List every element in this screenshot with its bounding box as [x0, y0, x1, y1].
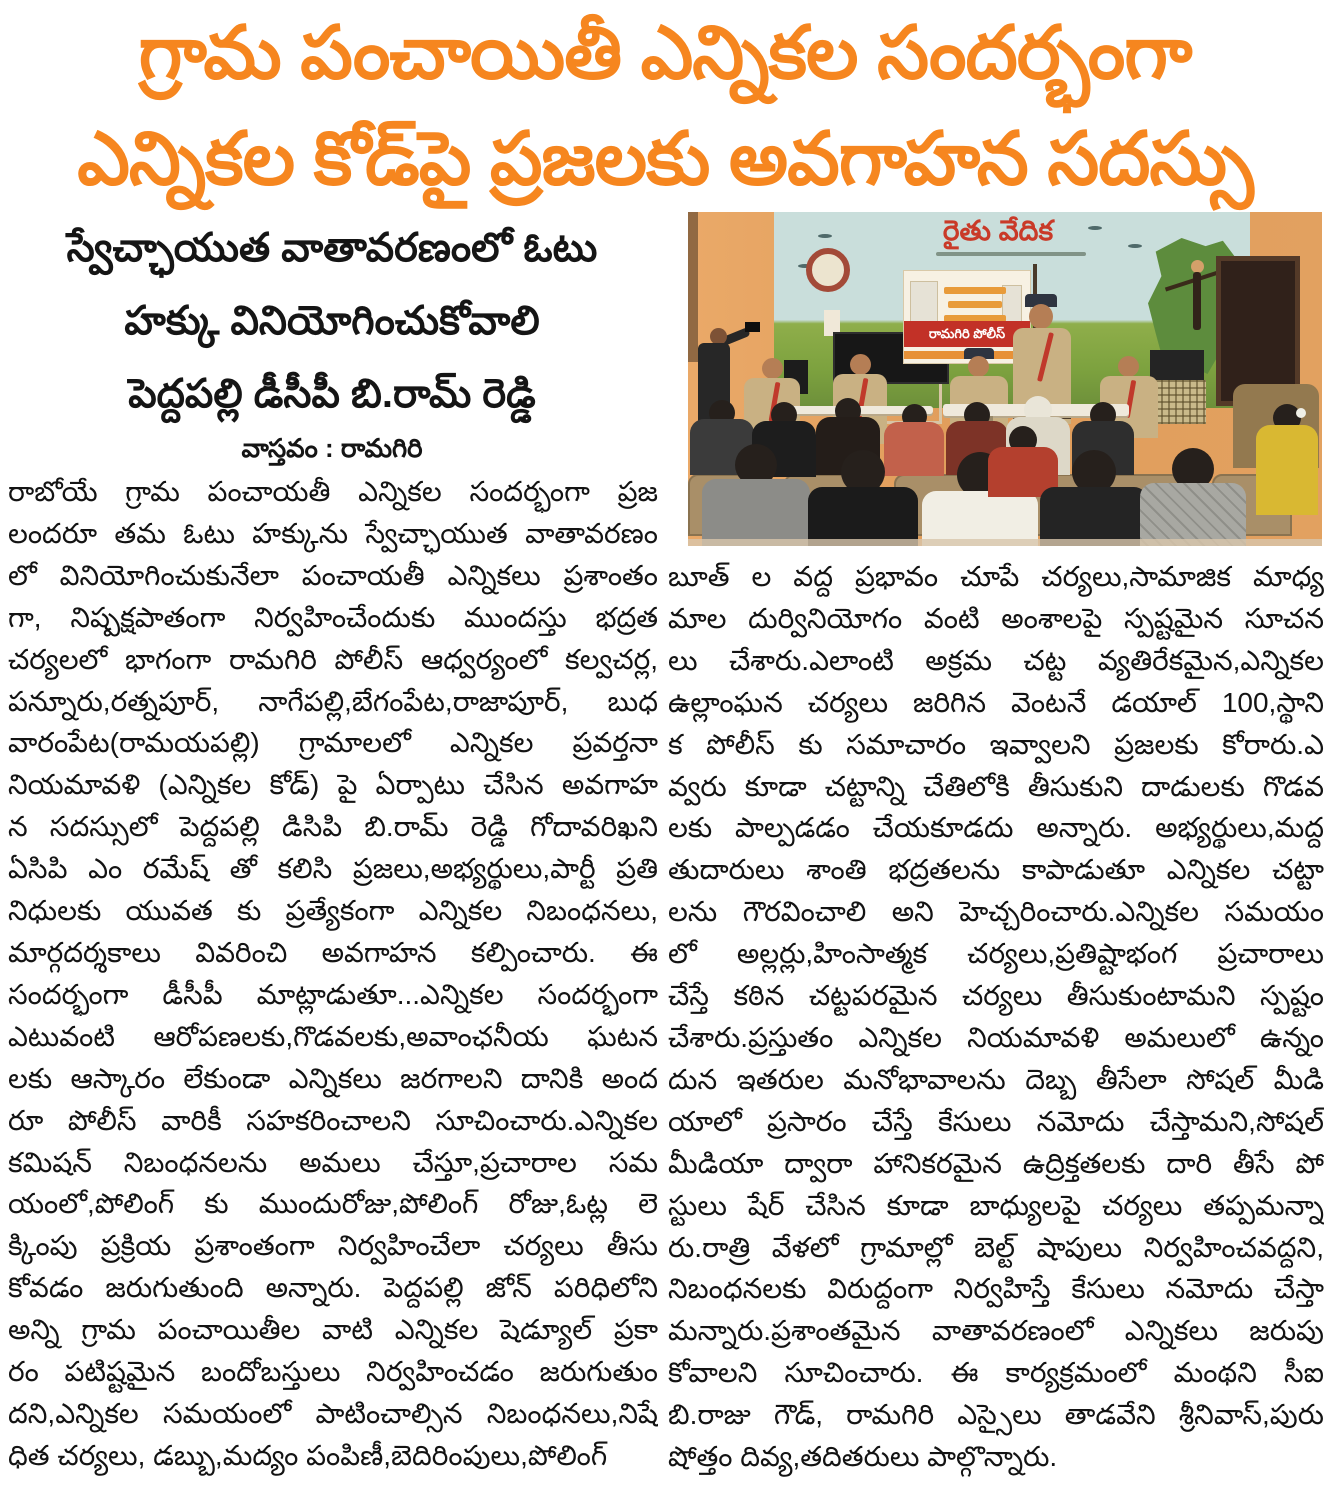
speaker-box-right	[1150, 350, 1204, 380]
text-line: నిధులకు యువత కు ప్రత్యేకంగా ఎన్నికల నిబంధనలు,	[8, 895, 658, 927]
text-line: గా, నిష్పక్షపాతంగా నిర్వహించేందుకు ముందస్తు భద్రత	[8, 601, 658, 633]
audience-person	[1040, 450, 1148, 546]
text-line: చర్యలలో భాగంగా రామగిరి పోలీస్ ఆధ్వర్యంలో కల్వచర్ల,	[8, 643, 658, 675]
text-line: రాబోయే గ్రామ పంచాయతీ ఎన్నికల సందర్భంగా ప్రజ	[8, 476, 658, 507]
audience-person-plaid	[1140, 448, 1246, 546]
audience-person	[808, 450, 918, 546]
audience-person	[702, 444, 810, 546]
text-line: రం పటిష్టమైన బందోబస్తులు నిర్వహించడం జరుగుతుం	[8, 1356, 658, 1388]
seated-officer-1-head	[762, 358, 783, 379]
text-line: మార్గదర్శకాలు వివరించి అవగాహన కల్పించారు. ఈ	[8, 936, 658, 968]
audience-woman-yellow	[1256, 404, 1318, 515]
text-line: కోవాలని సూచించారు. ఈ కార్యక్రమంలో మంథని సీఐ	[668, 1357, 1324, 1389]
text-line: ధిత చర్యలు, డబ్బు,మద్యం పంపిణీ,బెదిరింపులు,పోలింగ్	[8, 1439, 608, 1471]
article-subheadline	[8, 212, 656, 431]
banner-text-line	[944, 287, 1006, 294]
text-line: స్టులు షేర్ చేసిన కూడా బాధ్యులపై చర్యలు తప్పమన్నా	[668, 1189, 1324, 1221]
standing-officer-head	[1029, 304, 1053, 329]
seated-officer-3-head	[968, 356, 989, 377]
text-line: ఏసిపి ఎం రమేష్ తో కలిసి ప్రజలు,అభ్యర్థులు,పార్టీ ప్రతి	[8, 853, 658, 885]
headline-line-1: గ్రామ పంచాయితీ ఎన్నికల సందర్భంగా	[138, 11, 1192, 94]
mural-title-text: రైతు వేదిక	[942, 215, 1054, 246]
news-photo	[688, 212, 1322, 546]
banner-title-band: రామగిరి పోలీస్	[904, 321, 1030, 347]
text-line: బూత్ ల వద్ద ప్రభావం చూపే చర్యలు,సామాజిక మాధ్య	[668, 561, 1324, 592]
text-line: మన్నారు.ప్రశాంతమైన వాతావరణంలో ఎన్నికలు జరుపు	[668, 1315, 1324, 1347]
bird-mark	[818, 234, 832, 238]
text-line: క పోలీస్ కు సమాచారం ఇవ్వాలని ప్రజలకు కోరారు.ఎ	[668, 728, 1324, 760]
banner-text-line	[948, 301, 1002, 308]
text-line: లకు ఆస్కారం లేకుండా ఎన్నికలు జరగాలని దానికి అంద	[8, 1062, 658, 1094]
text-line: నియమావళి (ఎన్నికల కోడ్) పై ఏర్పాటు చేసిన అవగాహ	[8, 769, 658, 801]
text-line: లు చేశారు.ఎలాంటి అక్రమ చట్ట వ్యతిరేకమైన,ఎన్నికల	[668, 644, 1324, 676]
text-line: ఉల్లాంఘన చర్యలు జరిగిన వెంటనే డయాల్ 100,స్థాని	[668, 686, 1324, 718]
seated-officer-4-head	[1118, 356, 1139, 377]
text-line: క్కింపు ప్రక్రియ ప్రశాంతంగా నిర్వహించేలా చర్యలు తీసు	[8, 1230, 658, 1262]
right-column-body	[668, 556, 1324, 1483]
byline: వాస్తవం : రామగిరి	[241, 433, 423, 463]
text-line: నిబంధనలకు విరుద్దంగా నిర్వహిస్తే కేసులు నమోదు చేస్తా	[668, 1273, 1324, 1305]
text-line: లకు పాల్పడడం చేయకూడదు అన్నారు. అభ్యర్థులు,మద్ద	[668, 812, 1324, 844]
text-line: లో అల్లర్లు,హింసాత్మక చర్యలు,ప్రతిష్టాభంగ ప్రచారాలు	[668, 938, 1324, 970]
bird-mark	[1128, 244, 1142, 248]
text-line: యంలో,పోలింగ్ కు ముందురోజు,పోలింగ్ రోజు,ఓట్ల లె	[8, 1188, 658, 1220]
farmer-figure-body	[1193, 272, 1201, 330]
seated-officer-2-head	[850, 354, 871, 375]
text-line: షోత్తం దివ్య,తదితరులు పాల్గొన్నారు.	[668, 1441, 1058, 1473]
text-line: రు.రాత్రి వేళలో గ్రామాల్లో బెల్ట్ షాపులు నిర్వహించవద్దని,	[668, 1231, 1324, 1263]
text-line: ఎటువంటి ఆరోపణలకు,గొడవలకు,అవాంఛనీయ ఘటన	[8, 1020, 658, 1052]
text-line: కోవడం జరుగుతుంది అన్నారు. పెద్దపల్లి జోన్ పరిధిలోని	[8, 1272, 658, 1304]
text-line: అన్ని గ్రామ పంచాయితీల వాటి ఎన్నికల షెడ్యూల్ ప్రకా	[8, 1314, 658, 1346]
text-line: సందర్భంగా డీసీపీ మాట్లాడుతూ...ఎన్నికల సందర్భంగా	[8, 978, 658, 1010]
text-line: బి.రాజు గౌడ్, రామగిరి ఎస్సైలు తాడవేని శ్రీనివాస్,పురు	[668, 1399, 1324, 1431]
text-line: వారంపేట(రామయపల్లి) గ్రామాలలో ఎన్నికల ప్రవర్తనా	[8, 727, 658, 759]
text-line: మీడియా ద్వారా హానికరమైన ఉద్రిక్తతలకు దారి తీసే పో	[668, 1147, 1324, 1179]
headline-line-2: ఎన్నికల కోడ్‌పై ప్రజలకు అవగాహన సదస్సు	[77, 117, 1253, 200]
text-line: పన్నూరు,రత్నపూర్, నాగేపల్లి,బేగంపేట,రాజాపూర్, బుధ	[8, 685, 658, 717]
text-line: దున ఇతరుల మనోభావాలను దెబ్బ తీసేలా సోషల్ మీడి	[668, 1063, 1324, 1095]
text-line: మాల దుర్వినియోగం వంటి అంశాలపై స్పష్టమైన సూచన	[668, 602, 1324, 634]
cameraman-phone	[745, 322, 760, 332]
text-line: యాలో ప్రసారం చేస్తే కేసులు నమోదు చేస్తామని,సోషల్	[668, 1105, 1324, 1137]
floor-strip	[688, 539, 1322, 546]
left-column-body	[8, 471, 658, 1483]
text-line: స్వేచ్ఛాయుత వాతావరణంలో ఓటు	[66, 226, 598, 270]
wall-corner-shadow	[688, 212, 698, 362]
text-line: చేశారు.ప్రస్తుతం ఎన్నికల నియమావళి అమలులో ఉన్నం	[668, 1021, 1324, 1053]
text-line: లో వినియోగించుకునేలా పంచాయతీ ఎన్నికలు ప్రశాంతం	[8, 559, 658, 591]
text-line: లందరూ తమ ఓటు హక్కును స్వేచ్ఛాయుత వాతావరణం	[8, 517, 658, 549]
text-line: తుదారులు శాంతి భద్రతలను కాపాడుతూ ఎన్నికల చట్టా	[668, 854, 1324, 886]
mural-subtitle-line	[936, 252, 1086, 256]
wall-clock	[806, 248, 850, 292]
text-line: కమిషన్ నిబంధనలను అమలు చేస్తూ,ప్రచారాల సమ	[8, 1146, 658, 1178]
text-line: చేస్తే కఠిన చట్టపరమైన చర్యలు తీసుకుంటామని స్పష్టం	[668, 980, 1324, 1012]
text-line: పెద్దపల్లి డీసీపీ బి.రామ్ రెడ్డి	[128, 372, 536, 416]
text-line: రూ పోలీస్ వారికీ సహకరించాలని సూచించారు.ఎన్నికల	[8, 1104, 658, 1136]
text-line: హక్కు వినియోగించుకోవాలి	[124, 299, 540, 343]
text-line: దని,ఎన్నికల సమయంలో పాటించాల్సిన నిబంధనలు,నిషే	[8, 1397, 658, 1429]
text-line: న సదస్సులో పెద్దపల్లి డిసిపి బి.రామ్ రెడ్డి గోదావరిఖని	[8, 811, 658, 843]
article-headline	[0, 0, 1330, 212]
text-line: వ్వరు కూడా చట్టాన్ని చేతిలోకి తీసుకుని దాడులకు గొడవ	[668, 770, 1324, 802]
text-line: లను గౌరవించాలి అని హెచ్చరించారు.ఎన్నికల సమయం	[668, 896, 1324, 928]
